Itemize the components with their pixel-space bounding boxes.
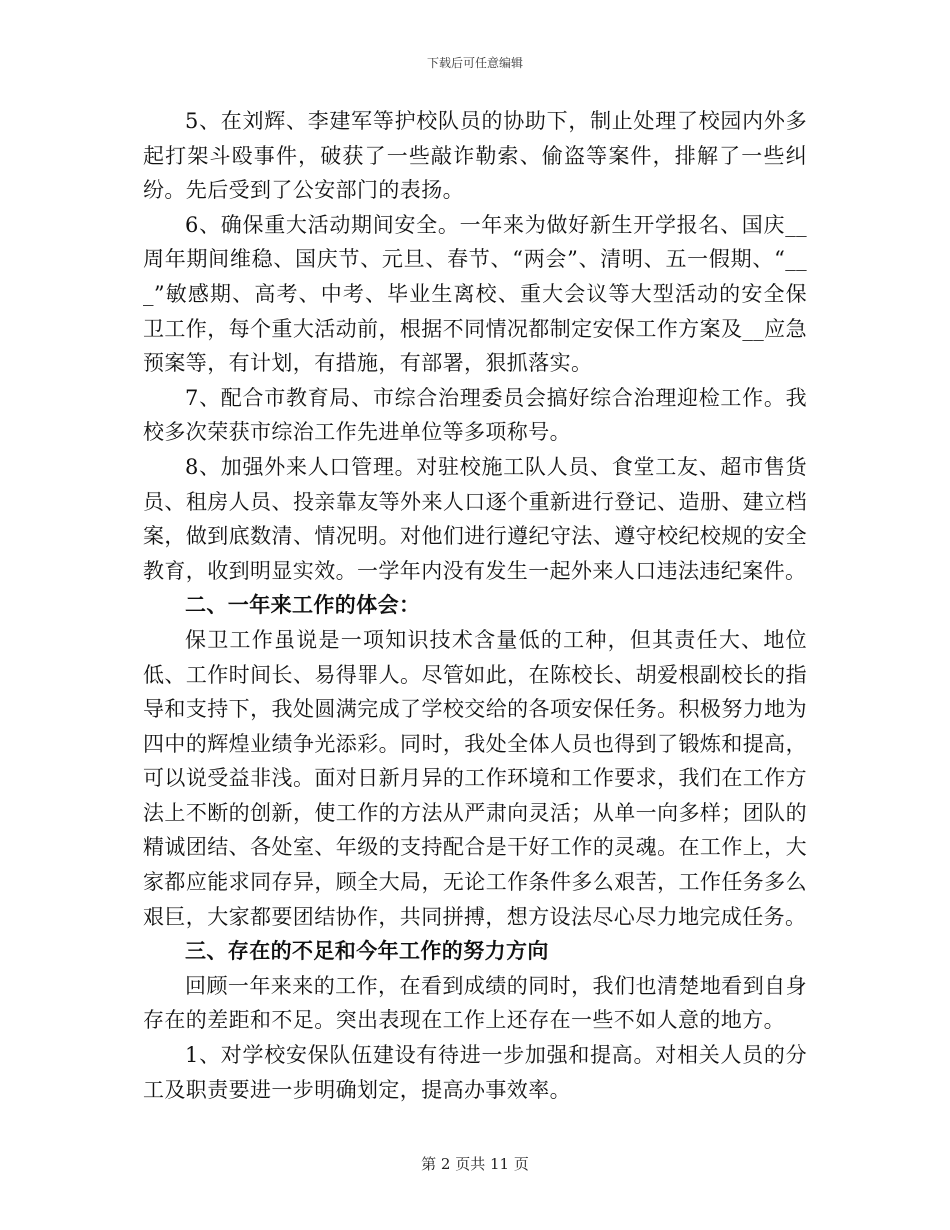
- paragraph-item-5: 5、在刘辉、李建军等护校队员的协助下，制止处理了校园内外多起打架斗殴事件，破获了一些敲诈勒索、偷盗等案件，排解了一些纠纷。先后受到了公安部门的表扬。: [143, 109, 807, 203]
- paragraph-item-6: 6、确保重大活动期间安全。一年来为做好新生开学报名、国庆__周年期间维稳、国庆节、元旦、春节、“两会”、清明、五一假期、“___”敏感期、高考、中考、毕业生离校、重大会议等大型活动的安全保卫工作，每个重大活动前，根据不同情况都制定安保工作方案及__应急预案等，有计划，有措施，有部署，狠抓落实。: [143, 212, 807, 376]
- page-header: 下载后可任意编辑: [426, 56, 523, 70]
- section-heading-3: 三、存在的不足和今年工作的努力方向: [185, 938, 549, 964]
- document-body: [143, 104, 807, 1107]
- section-heading-2: 二、一年来工作的体会：: [185, 592, 421, 618]
- paragraph-item-7: 7、配合市教育局、市综合治理委员会搞好综合治理迎检工作。我校多次荣获市综治工作先进单位等多项称号。: [143, 385, 807, 445]
- page-footer: 第 2 页共 11 页: [421, 1155, 529, 1173]
- paragraph-review: 回顾一年来来的工作，在看到成绩的同时，我们也清楚地看到自身存在的差距和不足。突出表现在工作上还存在一些不如人意的地方。: [143, 973, 807, 1033]
- paragraph-experience: 保卫工作虽说是一项知识技术含量低的工种，但其责任大、地位低、工作时间长、易得罪人。尽管如此，在陈校长、胡爱根副校长的指导和支持下，我处圆满完成了学校交给的各项安保任务。积极努力地为四中的辉煌业绩争光添彩。同时，我处全体人员也得到了锻炼和提高，可以说受益非浅。面对日新月异的工作环境和工作要求，我们在工作方法上不断的创新，使工作的方法从严肃向灵活；从单一向多样；团队的精诚团结、各处室、年级的支持配合是干好工作的灵魂。在工作上，大家都应能求同存异，顾全大局，无论工作条件多么艰苦，工作任务多么艰巨，大家都要团结协作，共同拼搏，想方设法尽心尽力地完成任务。: [143, 627, 807, 929]
- paragraph-item-8: 8、加强外来人口管理。对驻校施工队人员、食堂工友、超市售货员、租房人员、投亲靠友等外来人口逐个重新进行登记、造册、建立档案，做到底数清、情况明。对他们进行遵纪守法、遵守校纪校规的安全教育，收到明显实效。一学年内没有发生一起外来人口违法违纪案件。: [143, 454, 807, 583]
- paragraph-item-1: 1、对学校安保队伍建设有待进一步加强和提高。对相关人员的分工及职责要进一步明确划定，提高办事效率。: [143, 1043, 807, 1102]
